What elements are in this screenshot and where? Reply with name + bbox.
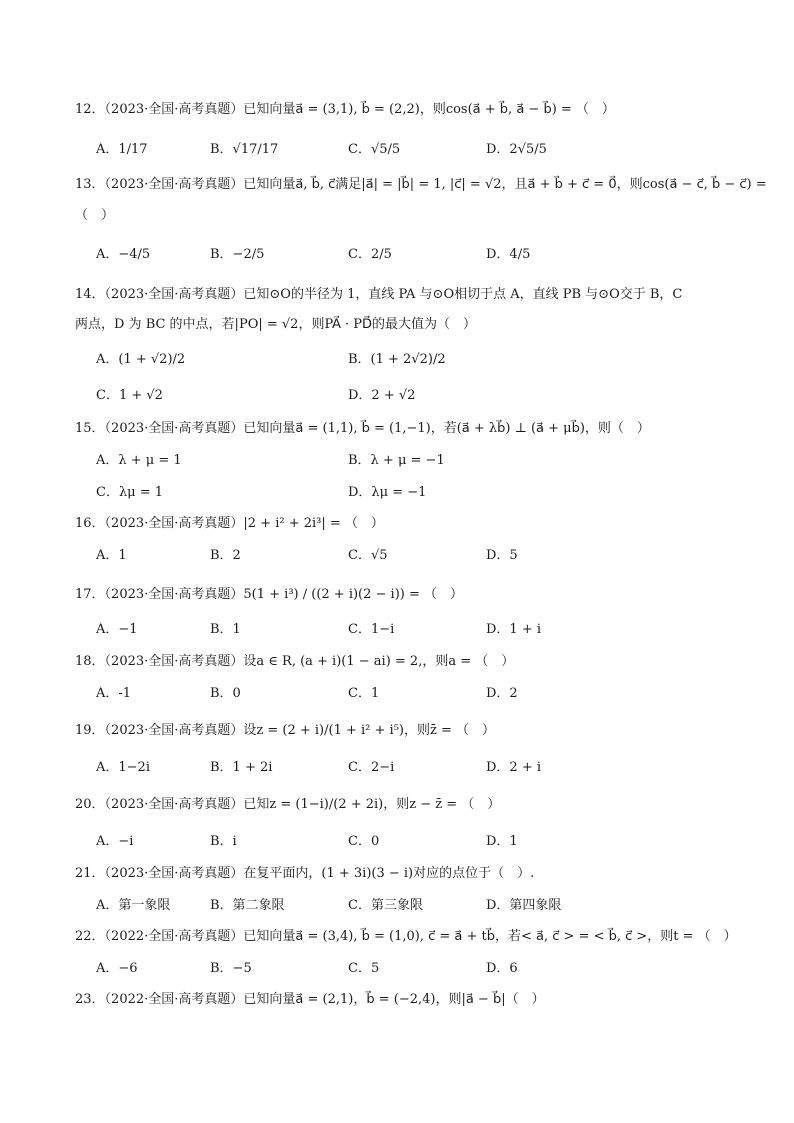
question-20-stem: 20．（2023·全国·高考真题）已知z = (1−i)/(2 + 2i)，则z − z̄ = （ ）	[75, 797, 501, 812]
question-22-stem: 22．（2022·全国·高考真题）已知向量a⃗ = (3,4), b⃗ = (1,0), c⃗ = a⃗ + tb⃗，若< a⃗, c⃗ > = < b⃗, c⃗ >，则t = （ ）	[75, 929, 737, 944]
option-a[interactable]: A．(1 + √2)/2	[96, 352, 186, 367]
option-a[interactable]: A．−i	[96, 834, 134, 849]
question-18-options	[0, 684, 794, 708]
option-c[interactable]: C．√5	[348, 548, 388, 563]
option-b[interactable]: B．√17/17	[210, 142, 279, 157]
option-a[interactable]: A．1	[96, 548, 127, 563]
option-b[interactable]: B．λ + μ = −1	[348, 453, 445, 468]
question-21-stem: 21．（2023·全国·高考真题）在复平面内，(1 + 3i)(3 − i)对应的点位于（ ）.	[75, 866, 535, 881]
question-15-stem: 15．（2023·全国·高考真题）已知向量a⃗ = (1,1), b⃗ = (1,−1)，若(a⃗ + λb⃗) ⊥ (a⃗ + μb⃗)，则（ ）	[75, 421, 650, 436]
option-d[interactable]: D．2 + √2	[348, 388, 416, 403]
option-c[interactable]: C．0	[348, 834, 380, 849]
option-d[interactable]: D．第四象限	[486, 898, 562, 913]
question-21-options	[0, 896, 794, 920]
question-12-options	[0, 140, 794, 164]
question-13-stem-cont: （ ）	[75, 208, 115, 223]
option-b[interactable]: B．0	[210, 686, 241, 701]
question-19-stem: 19．（2023·全国·高考真题）设z = (2 + i)/(1 + i² + i⁵)，则z̄ = （ ）	[75, 723, 495, 738]
question-23-stem: 23．（2022·全国·高考真题）已知向量a⃗ = (2,1)，b⃗ = (−2,4)，则|a⃗ − b⃗|（ ）	[75, 992, 545, 1007]
question-14-stem: 14．（2023·全国·高考真题）已知⊙O的半径为 1，直线 PA 与⊙O相切于点 A，直线 PB 与⊙O交于 B，C	[75, 287, 683, 302]
option-d[interactable]: D．2	[486, 686, 518, 701]
question-14-options-ab	[0, 350, 794, 374]
option-d[interactable]: D．5	[486, 548, 518, 563]
question-22-options	[0, 959, 794, 983]
question-16-stem: 16．（2023·全国·高考真题）|2 + i² + 2i³| = （ ）	[75, 516, 384, 531]
question-15-options-cd	[0, 483, 794, 507]
option-b[interactable]: B．2	[210, 548, 241, 563]
option-c[interactable]: C．1	[348, 686, 380, 701]
option-b[interactable]: B．(1 + 2√2)/2	[348, 352, 446, 367]
option-c[interactable]: C．第三象限	[348, 898, 423, 913]
option-a[interactable]: A．1−2i	[96, 760, 150, 775]
option-c[interactable]: C．2−i	[348, 760, 395, 775]
question-14-stem-cont: 两点，D 为 BC 的中点，若|PO| = √2，则PA⃗ · PD⃗的最大值为（ ）	[75, 317, 477, 332]
question-16-options	[0, 546, 794, 570]
option-d[interactable]: D．1 + i	[486, 622, 542, 637]
question-13-options	[0, 245, 794, 269]
option-d[interactable]: D．λμ = −1	[348, 485, 427, 500]
option-a[interactable]: A．−1	[96, 622, 138, 637]
option-a[interactable]: A．第一象限	[96, 898, 171, 913]
question-15-options-ab	[0, 451, 794, 475]
option-b[interactable]: B．−2/5	[210, 247, 265, 262]
option-d[interactable]: D．2 + i	[486, 760, 542, 775]
option-b[interactable]: B．1	[210, 622, 241, 637]
question-13-stem: 13．（2023·全国·高考真题）已知向量a⃗, b⃗, c⃗满足|a⃗| = |b⃗| = 1, |c⃗| = √2，且a⃗ + b⃗ + c⃗ = 0⃗，则cos(a⃗ − c⃗, b⃗ − c⃗) =	[75, 177, 767, 192]
question-19-options	[0, 758, 794, 782]
option-d[interactable]: D．4/5	[486, 247, 531, 262]
option-b[interactable]: B．−5	[210, 961, 252, 976]
option-c[interactable]: C．1−i	[348, 622, 395, 637]
option-a[interactable]: A．−6	[96, 961, 138, 976]
question-14-options-cd	[0, 386, 794, 410]
option-d[interactable]: D．6	[486, 961, 518, 976]
option-a[interactable]: A．λ + μ = 1	[96, 453, 182, 468]
option-c[interactable]: C．1 + √2	[96, 388, 163, 403]
option-c[interactable]: C．λμ = 1	[96, 485, 164, 500]
question-18-stem: 18．（2023·全国·高考真题）设a ∈ R, (a + i)(1 − ai) = 2,，则a = （ ）	[75, 654, 515, 669]
option-b[interactable]: B．第二象限	[210, 898, 285, 913]
option-c[interactable]: C．5	[348, 961, 380, 976]
option-a[interactable]: A．−4/5	[96, 247, 151, 262]
option-c[interactable]: C．2/5	[348, 247, 392, 262]
option-b[interactable]: B．1 + 2i	[210, 760, 273, 775]
option-a[interactable]: A．1/17	[96, 142, 148, 157]
option-c[interactable]: C．√5/5	[348, 142, 401, 157]
option-a[interactable]: A．-1	[96, 686, 132, 701]
question-17-stem: 17．（2023·全国·高考真题）5(1 + i³) / ((2 + i)(2 − i)) = （ ）	[75, 587, 464, 602]
option-b[interactable]: B．i	[210, 834, 237, 849]
question-12-stem: 12．（2023·全国·高考真题）已知向量a⃗ = (3,1), b⃗ = (2,2)，则cos(a⃗ + b⃗, a⃗ − b⃗) = （ ）	[75, 102, 615, 117]
option-d[interactable]: D．2√5/5	[486, 142, 547, 157]
question-20-options	[0, 832, 794, 856]
option-d[interactable]: D．1	[486, 834, 518, 849]
question-17-options	[0, 620, 794, 644]
